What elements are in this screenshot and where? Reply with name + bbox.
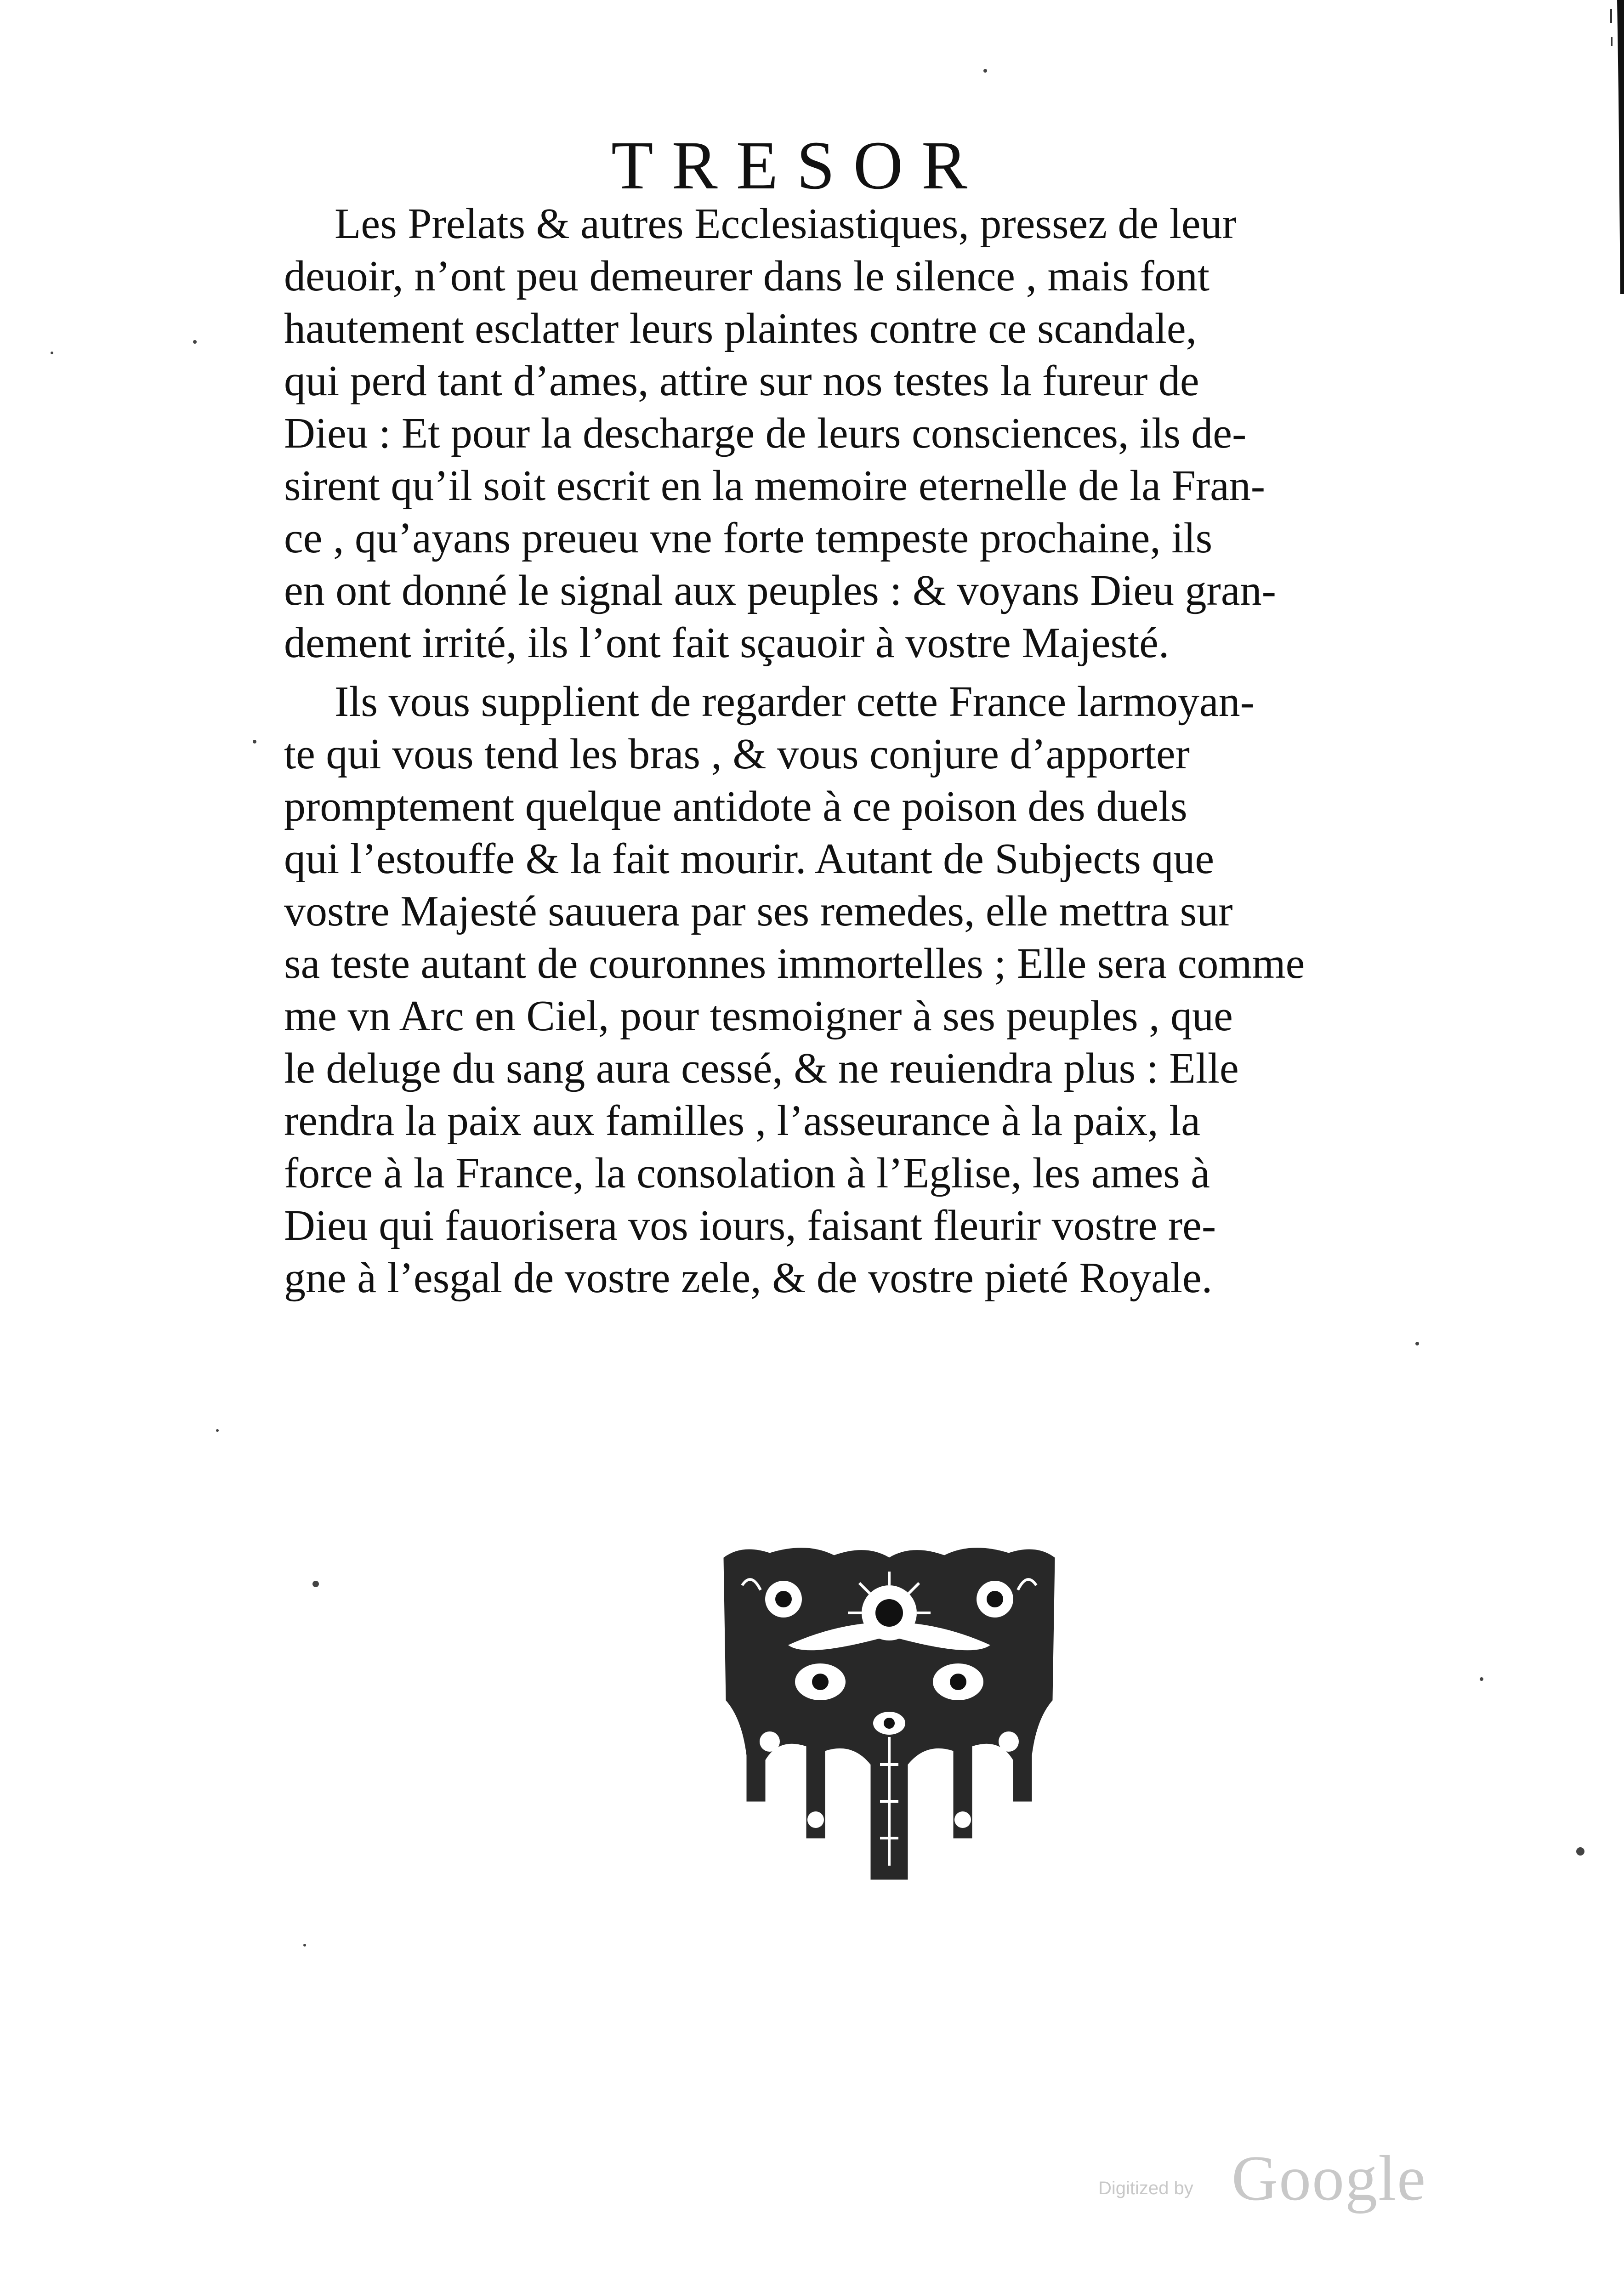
text-line: me vn Arc en Ciel, pour tesmoigner à ses peuples , que	[284, 992, 1233, 1040]
text-line: Dieu : Et pour la descharge de leurs consciences, ils de-	[284, 409, 1247, 457]
page-edge-shadow	[1592, 0, 1624, 294]
page-title: TRESOR	[611, 127, 986, 204]
scan-speck	[253, 740, 256, 744]
scan-speck	[303, 1944, 306, 1947]
scan-speck	[1415, 1342, 1419, 1345]
scan-speck	[193, 340, 197, 344]
scan-speck	[983, 69, 987, 73]
scan-speck	[1480, 1677, 1483, 1681]
text-line: sa teste autant de couronnes immortelles ; Elle sera comme	[284, 940, 1305, 988]
text-line: le deluge du sang aura cessé, & ne reuiendra plus : Elle	[284, 1044, 1239, 1092]
text-line: dement irrité, ils l’ont fait sçauoir à vostre Majesté.	[284, 619, 1170, 667]
text-line: qui perd tant d’ames, attire sur nos testes la fureur de	[284, 357, 1199, 405]
text-line: sirent qu’il soit escrit en la memoire eternelle de la Fran-	[284, 462, 1266, 510]
text-line: vostre Majesté sauuera par ses remedes, elle mettra sur	[284, 887, 1233, 935]
text-line: gne à l’esgal de vostre zele, & de vostre pieté Royale.	[284, 1254, 1213, 1302]
text-line: Les Prelats & autres Ecclesiastiques, pressez de leur	[335, 200, 1237, 248]
digitized-by-google-watermark	[1098, 2141, 1448, 2214]
text-line: te qui vous tend les bras , & vous conjure d’apporter	[284, 730, 1190, 778]
text-line: ce , qu’ayans preueu vne forte tempeste prochaine, ils	[284, 514, 1213, 562]
watermark-small-text: Digitized by	[1098, 2178, 1193, 2198]
text-line: deuoir, n’ont peu demeurer dans le silence , mais font	[284, 252, 1209, 300]
text-line: qui l’estouffe & la fait mourir. Autant de Subjects que	[284, 835, 1215, 883]
text-line: Ils vous supplient de regarder cette France larmoyan-	[335, 678, 1255, 726]
scan-speck	[1576, 1847, 1584, 1856]
scan-speck	[51, 352, 53, 354]
scan-speck	[312, 1581, 319, 1587]
text-line: rendra la paix aux familles , l’asseurance à la paix, la	[284, 1097, 1200, 1145]
watermark-logo-text: Google	[1232, 2143, 1427, 2214]
text-line: hautement esclatter leurs plaintes contre ce scandale,	[284, 305, 1197, 352]
text-line: force à la France, la consolation à l’Eglise, les ames à	[284, 1149, 1210, 1197]
text-line: Dieu qui fauorisera vos iours, faisant fleurir vostre re-	[284, 1202, 1216, 1249]
text-line: en ont donné le signal aux peuples : & voyans Dieu gran-	[284, 567, 1276, 614]
scan-speck	[216, 1429, 219, 1432]
text-line: promptement quelque antidote à ce poison des duels	[284, 783, 1187, 830]
floral-tailpiece-ornament-icon	[715, 1544, 1064, 1893]
